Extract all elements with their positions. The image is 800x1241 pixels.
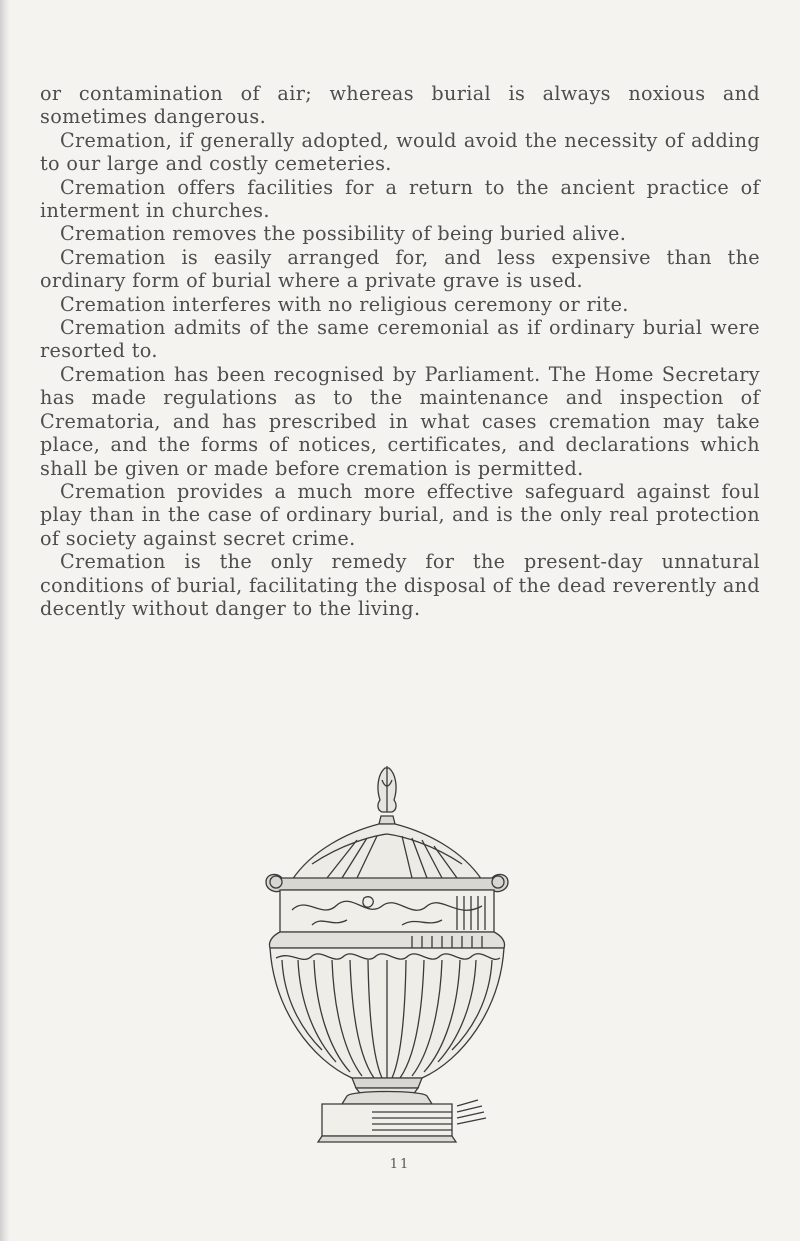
paragraph-3: Cremation offers facilities for a return to the ancient practice of interment in churches. (40, 175, 760, 223)
paragraph-2: Cremation, if generally adopted, would avoid the necessity of adding to our large and costly cemeteries. (40, 128, 760, 176)
urn-engraving-icon (252, 760, 522, 1150)
paragraph-1: or contamination of air; whereas burial is always noxious and sometimes dangerous. (40, 82, 760, 129)
body-text (40, 82, 760, 620)
paragraph-7: Cremation admits of the same ceremonial as if ordinary burial were resorted to. (40, 316, 760, 363)
paragraph-6: Cremation interferes with no religious ceremony or rite. (60, 292, 629, 316)
paragraph-4: Cremation removes the possibility of being buried alive. (60, 222, 627, 246)
urn-illustration (252, 760, 522, 1150)
paragraph-10: Cremation is the only remedy for the present-day unnatural conditions of burial, facilitating the disposal of the dead reverently and decently without danger to the living. (40, 550, 760, 620)
paragraph-9: Cremation provides a much more effective safeguard against foul play than in the case of ordinary burial, and is the only real protection of society against secret crime. (40, 479, 760, 550)
page-number: 11 (389, 1157, 411, 1172)
paragraph-8: Cremation has been recognised by Parliament. The Home Secretary has made regulations as to the maintenance and inspection of Crematoria, and has prescribed in what cases cremation may take place, and the forms of notices, certificates, and declarations which shall be given or made before cremation is permitted. (40, 362, 760, 480)
page-binding-edge (0, 0, 10, 1241)
paragraph-5: Cremation is easily arranged for, and less expensive than the ordinary form of burial where a private grave is used. (40, 245, 760, 293)
